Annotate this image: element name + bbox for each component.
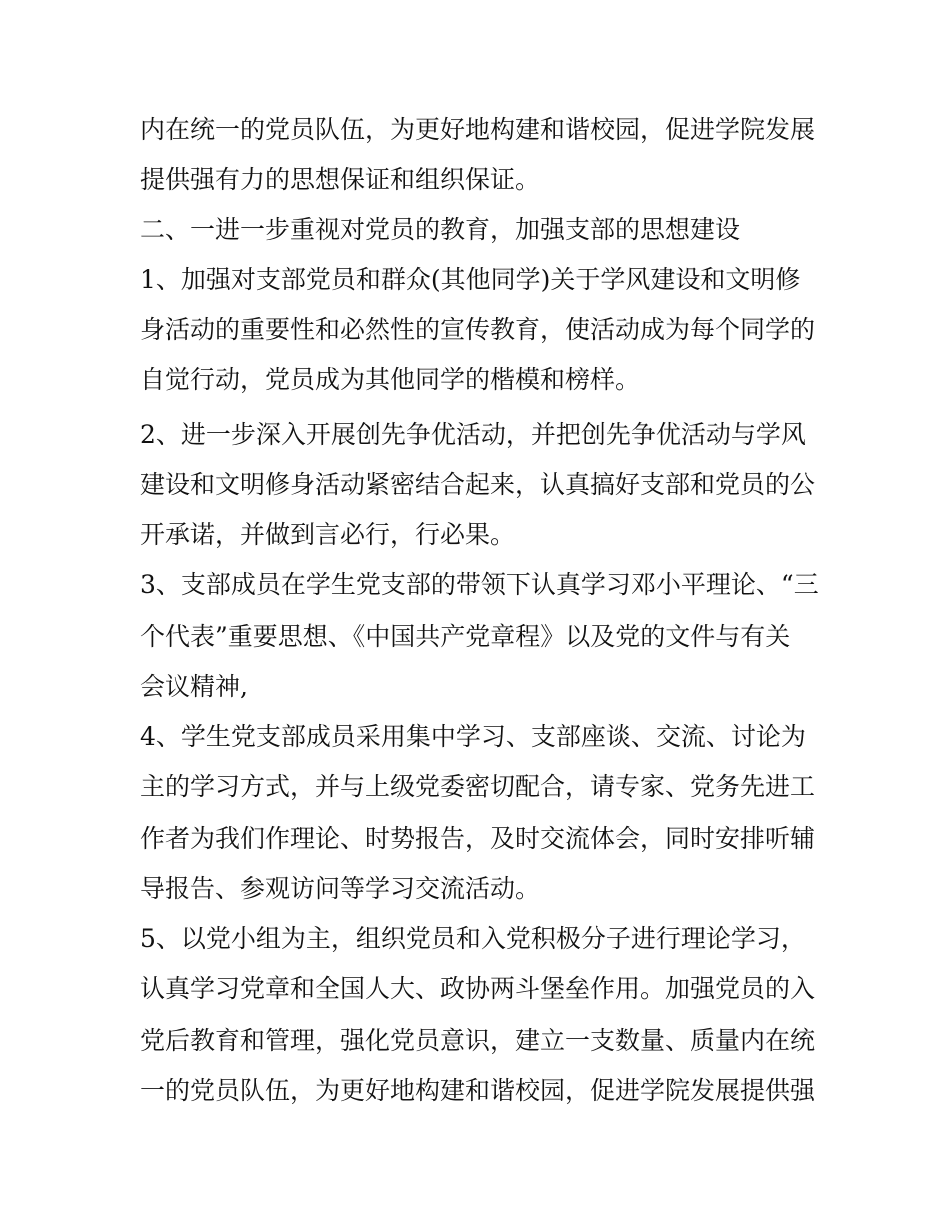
text-line: 身活动的重要性和必然性的宣传教育，使活动成为每个同学的	[140, 315, 816, 344]
text-line: 开承诺，并做到言必行，行必果。	[140, 520, 516, 549]
text-line: 会议精神,	[140, 672, 248, 701]
text-line: 党后教育和管理，强化党员意识，建立一支数量、质量内在统	[140, 1026, 816, 1055]
text-line: 1、加强对支部党员和群众(其他同学)关于学风建设和文明修	[140, 265, 801, 294]
text-line: 一的党员队伍，为更好地构建和谐校园，促进学院发展提供强	[140, 1076, 816, 1105]
text-line: 2、进一步深入开展创先争优活动，并把创先争优活动与学风	[140, 420, 806, 449]
text-line: 5、以党小组为主，组织党员和入党积极分子进行理论学习，	[140, 924, 806, 953]
text-line: 导报告、参观访问等学习交流活动。	[140, 874, 541, 903]
text-line: 自觉行动，党员成为其他同学的楷模和榜样。	[140, 365, 641, 394]
text-line: 内在统一的党员队伍，为更好地构建和谐校园，促进学院发展	[140, 115, 816, 144]
text-line: 主的学习方式，并与上级党委密切配合，请专家、党务先进工	[140, 772, 816, 801]
text-line: 建设和文明修身活动紧密结合起来，认真搞好支部和党员的公	[140, 470, 816, 499]
section-heading: 二、一进一步重视对党员的教育，加强支部的思想建设	[140, 215, 741, 244]
text-line: 个代表”重要思想、《中国共产党章程》以及党的文件与有关	[140, 622, 791, 651]
text-line: 认真学习党章和全国人大、政协两斗堡垒作用。加强党员的入	[140, 974, 816, 1003]
text-line: 4、学生党支部成员采用集中学习、支部座谈、交流、讨论为	[140, 722, 806, 751]
text-line: 3、支部成员在学生党支部的带领下认真学习邓小平理论、“三	[140, 570, 819, 599]
text-line: 提供强有力的思想保证和组织保证。	[140, 165, 541, 194]
text-line: 作者为我们作理论、时势报告，及时交流体会，同时安排听辅	[140, 824, 816, 853]
